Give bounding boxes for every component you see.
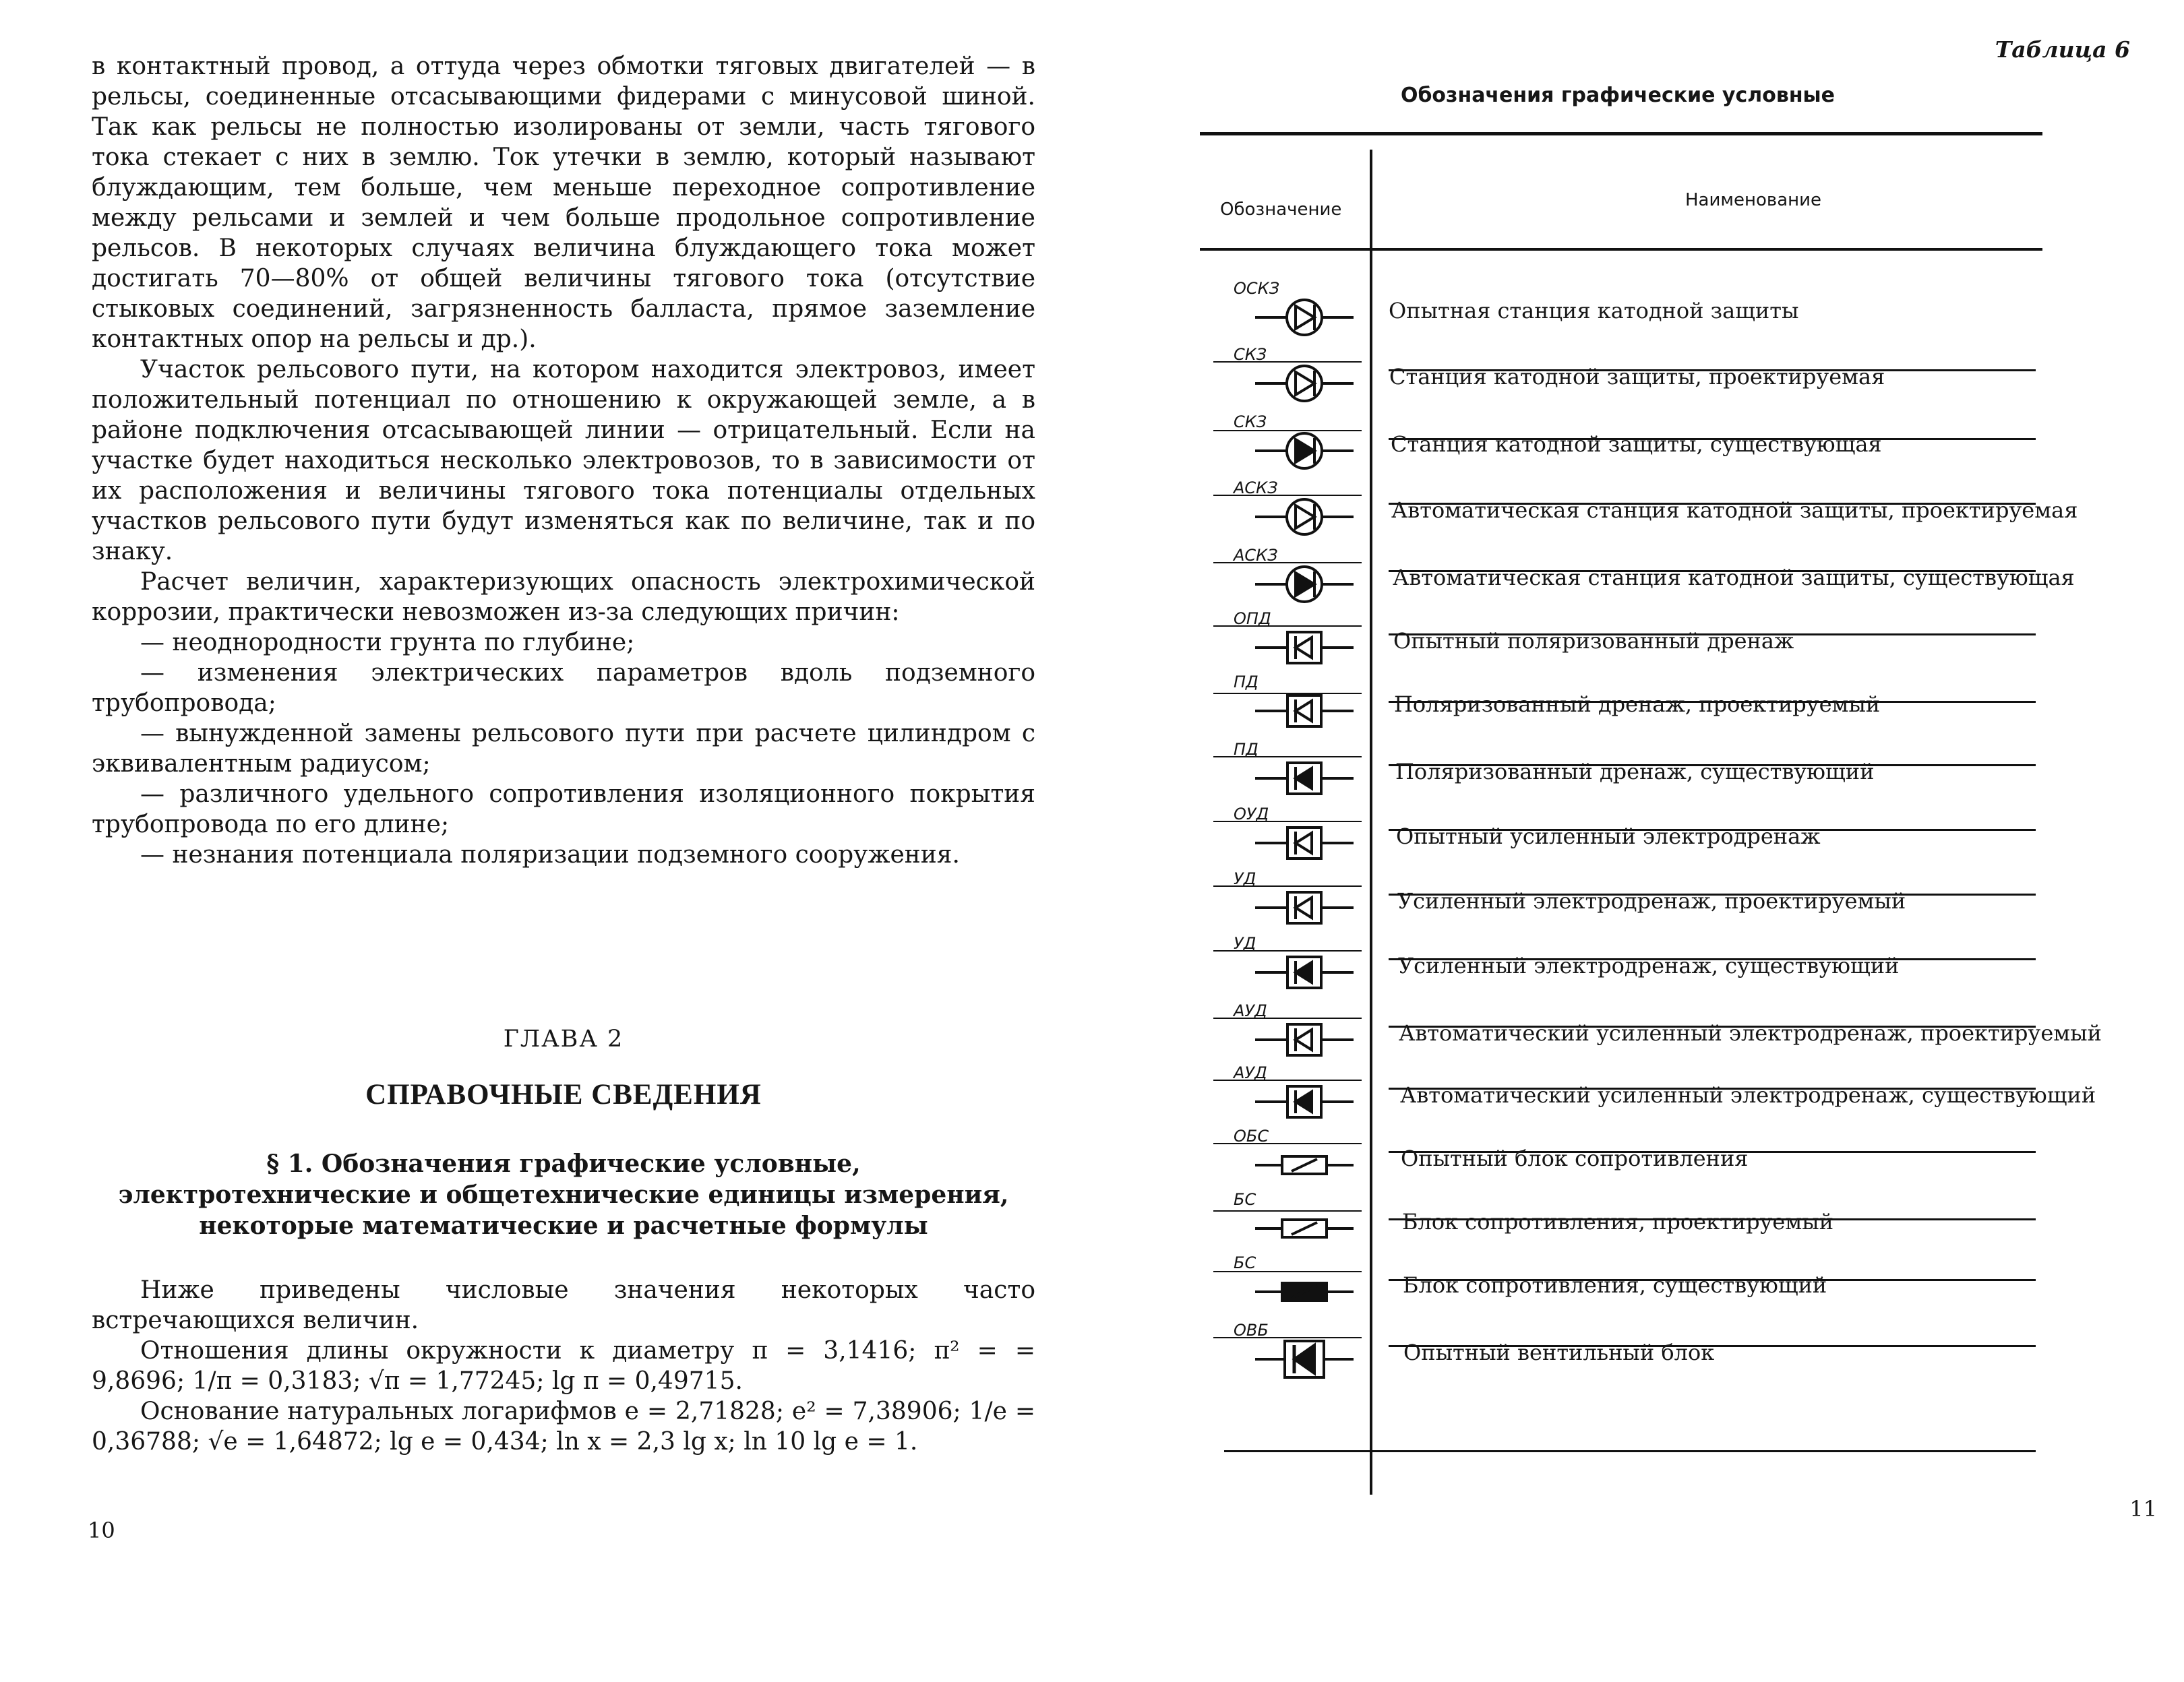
row-name: Поляризованный дренаж, проектируемый [1394,691,1881,717]
symbol-valve-icon [1254,1336,1355,1383]
symbol-resistor-icon [1254,1142,1355,1189]
section-title-line: некоторые математические и расчетные формулы [199,1212,928,1240]
section-title-line: электротехнические и общетехнические единицы измерения, [118,1181,1009,1209]
body-text-bottom [92,1275,1035,1457]
symbol-resistor-icon [1254,1205,1355,1252]
symbol-code: ПД [1234,673,1258,691]
symbol-drain-solid-icon [1254,755,1355,802]
list-item: — незнания потенциала поляризации подземного сооружения. [140,841,960,869]
table-column-divider [1370,150,1372,1495]
symbol-drain-open-icon [1254,819,1355,867]
row-name: Опытный вентильный блок [1403,1340,1715,1365]
symbol-code: БС [1234,1190,1256,1209]
row-name: Блок сопротивления, существующий [1403,1272,1827,1298]
chapter-title: СПРАВОЧНЫЕ СВЕДЕНИЯ [365,1079,762,1111]
table-top-rule [1200,132,2042,135]
row-name: Опытная станция катодной защиты [1389,298,1799,323]
section-title [92,1148,1035,1241]
symbol-code: ОВБ [1234,1321,1269,1340]
list-item: — различного удельного сопротивления изоляционного покрытия трубопровода по его длине; [92,780,1035,838]
row-name: Автоматическая станция катодной защиты, проектируемая [1391,497,2078,523]
symbol-code: ОБС [1234,1127,1269,1146]
symbol-code: УД [1234,934,1256,953]
section-title-line: § 1. Обозначения графические условные, [266,1150,861,1178]
symbol-station-solid-icon [1254,427,1355,474]
symbol-code: УД [1234,869,1256,888]
symbol-resistor-solid-icon [1254,1268,1355,1315]
row-name: Опытный усиленный электродренаж [1396,823,1821,849]
symbol-code: БС [1234,1253,1256,1272]
symbol-code: АСКЗ [1234,546,1278,565]
symbol-drain-solid-icon [1254,949,1355,996]
symbol-code: ОПД [1234,609,1271,628]
list-item: — изменения электрических параметров вдоль подземного трубопровода; [92,659,1035,717]
symbol-code: ОСКЗ [1234,279,1280,298]
table-header-rule [1200,248,2042,251]
symbol-code: СКЗ [1234,345,1267,364]
symbol-drain-open-icon [1254,687,1355,735]
paragraph: Ниже приведены числовые значения некоторых часто встречающихся величин. [92,1276,1035,1334]
row-name: Блок сопротивления, проектируемый [1402,1209,1834,1235]
list-item: — вынужденной замены рельсового пути при расчете цилиндром с эквивалентным радиусом; [92,720,1035,778]
symbol-station-open-icon [1254,360,1355,407]
page-number: 11 [2129,1496,2157,1522]
symbol-drain-open-icon [1254,624,1355,671]
header-name: Наименование [1685,190,1822,210]
row-name: Станция катодной защиты, проектируемая [1389,364,1885,390]
symbol-code: АУД [1234,1001,1267,1020]
symbol-code: СКЗ [1234,412,1267,431]
right-page [1092,0,2184,1682]
paragraph: Участок рельсового пути, на котором находится электровоз, имеет положительный потенциал по отношению к окружающей земле, а в районе подключения отсасывающей линии — отрицательный. Если на участке будет находиться несколько электровозов, то в зависимости от их расположения и величины тягового тока потенциалы отдельных участков рельсового пути будут изменяться как по величине, так и по знаку. [92,356,1035,565]
body-text-top [92,51,1035,870]
row-name: Усиленный электродренаж, проектируемый [1397,888,1906,914]
row-name: Автоматическая станция катодной защиты, существующая [1393,565,2075,590]
row-name: Опытный блок сопротивления [1401,1146,1749,1171]
symbol-code: ПД [1234,740,1258,759]
paragraph: в контактный провод, а оттуда через обмотки тяговых двигателей — в рельсы, соединенные отсасывающими фидерами с минусовой шиной. Так как рельсы не полностью изолированы от земли, часть тягового тока стекает с них в землю. Ток утечки в землю, который называют блуждающим, тем больше, чем меньше переходное сопротивление между рельсами и землей и чем больше продольное сопротивление рельсов. В некоторых случаях величина блуждающего тока может достигать 70—80% от общей величины тягового тока (отсутствие стыковых соединений, загрязненность балласта, прямое заземление контактных опор на рельсы и др.). [92,53,1035,353]
paragraph: Основание натуральных логарифмов e = 2,71828; e² = 7,38906; 1/e = 0,36788; √e = 1,64872; lg e = 0,434; ln x = 2,3 lg x; ln 10 lg e = 1. [92,1398,1035,1456]
row-name: Поляризованный дренаж, существующий [1395,759,1875,784]
chapter-label: ГЛАВА 2 [503,1026,624,1053]
page-number: 10 [88,1518,115,1543]
row-rule [1224,1450,2036,1452]
row-name: Автоматический усиленный электродренаж, существующий [1400,1082,2096,1108]
symbol-drain-open-icon [1254,1016,1355,1063]
symbol-code: АСКЗ [1234,478,1278,497]
row-name: Опытный поляризованный дренаж [1393,628,1794,654]
table-caption: Таблица 6 [1995,36,2130,63]
symbol-drain-solid-icon [1254,1078,1355,1125]
symbol-station-solid-icon [1254,561,1355,608]
paragraph: Расчет величин, характеризующих опасность электрохимической коррозии, практически невозможен из-за следующих причин: [92,568,1035,626]
symbol-station-open-icon [1254,294,1355,341]
symbol-drain-open-icon [1254,884,1355,931]
row-name: Усиленный электродренаж, существующий [1398,953,1900,978]
paragraph: Отношения длины окружности к диаметру π = 3,1416; π² = = 9,8696; 1/π = 0,3183; √π = 1,77245; lg π = 0,49715. [92,1337,1035,1395]
symbol-code: ОУД [1234,805,1269,823]
header-designation: Обозначение [1220,199,1342,220]
table-title: Обозначения графические условные [1400,84,1836,107]
row-name: Автоматический усиленный электродренаж, проектируемый [1399,1020,2102,1046]
row-name: Станция катодной защиты, существующая [1391,431,1882,457]
symbol-code: АУД [1234,1063,1267,1082]
list-item: — неоднородности грунта по глубине; [140,629,635,656]
symbol-station-open-icon [1254,493,1355,540]
